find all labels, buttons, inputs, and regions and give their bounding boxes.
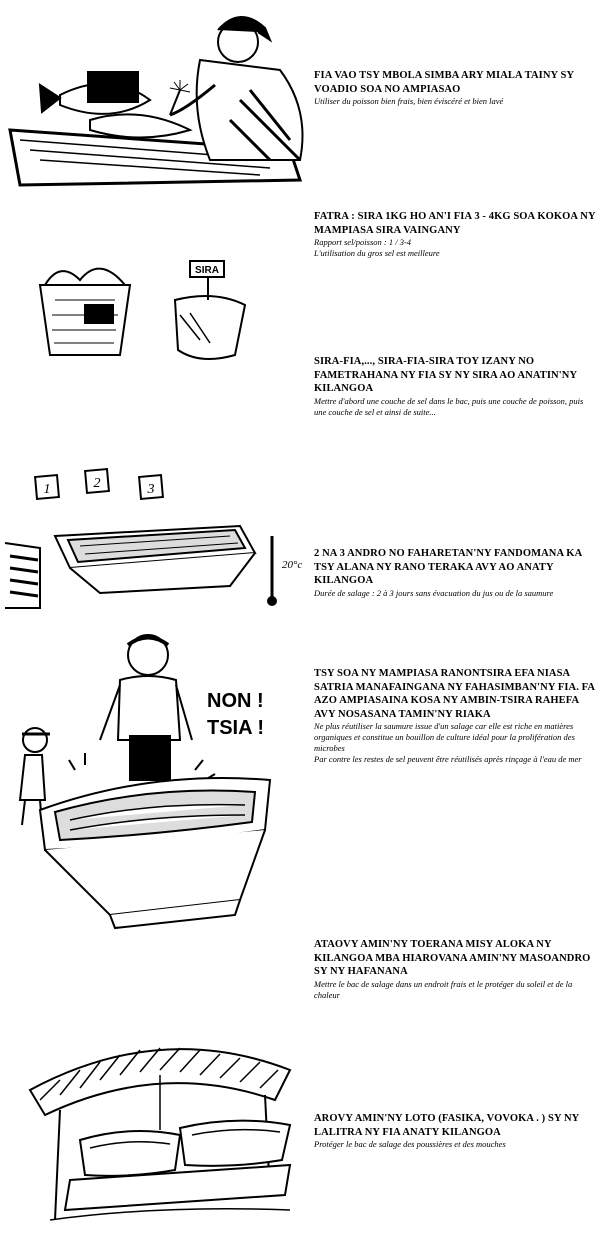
step-4-text	[314, 547, 596, 599]
step-2-french-note: L'utilisation du gros sel est meilleure	[314, 248, 440, 258]
warning-label	[207, 688, 264, 742]
step-1-french: Utiliser du poisson bien frais, bien éviscéré et bien lavé	[314, 96, 504, 106]
illustration-thatched-shelter	[20, 1020, 300, 1230]
step-6-malagasy: ATAOVY AMIN'NY TOERANA MISY ALOKA NY KILANGOA MBA HIAROVANA AMIN'NY MASOANDRO SY NY HAFANANA	[314, 939, 591, 977]
thermometer-label: 20°c	[282, 559, 303, 571]
step-3-text	[314, 355, 596, 418]
step-5-french-brine: Ne plus réutiliser la saumure issue d'un salage car elle est riche en matières organiques et constitue un bouillon de culture idéal pour la prolifération des microbes	[314, 721, 575, 753]
illustration-salting-tub	[0, 468, 312, 613]
layer-number-2: 2	[93, 476, 101, 491]
step-2-malagasy: FATRA : SIRA 1KG HO AN'I FIA 3 - 4KG SOA KOKOA NY MAMPIASA SIRA VAINGANY	[314, 211, 596, 236]
step-3-malagasy: SIRA-FIA,..., SIRA-FIA-SIRA TOY IZANY NO FAMETRAHANA NY FIA SY NY SIRA AO ANATIN'NY KILANGOA	[314, 356, 577, 394]
layer-number-1: 1	[43, 482, 51, 497]
step-5-malagasy: TSY SOA NY MAMPIASA RANONTSIRA EFA NIASA SATRIA MANAFAINGANA NY FAHASIMBAN'NY FIA. FA AZO AMPIASAINA KOSA NY AMBIN-TSIRA RAHEFA AVY NOSASANA TAMIN'NY RIAKA	[314, 668, 595, 720]
step-7-text	[314, 1112, 596, 1150]
step-4-french: Durée de salage : 2 à 3 jours sans évacuation du jus ou de la saumure	[314, 587, 554, 598]
salt-sign-label: SIRA	[195, 265, 219, 276]
step-7-malagasy: AROVY AMIN'NY LOTO (FASIKA, VOVOKA . ) SY NY LALITRA NY FIA ANATY KILANGOA	[314, 1113, 579, 1138]
step-3-french: Mettre d'abord une couche de sel dans le bac, puis une couche de poisson, puis une couche de sel et ainsi de suite...	[314, 395, 584, 417]
step-2-text	[314, 210, 596, 259]
step-5-text	[314, 667, 596, 765]
warning-line-1: NON !	[207, 690, 264, 712]
illustration-fish-cleaning	[0, 0, 312, 190]
layer-number-3: 3	[147, 482, 155, 497]
warning-line-2: TSIA !	[207, 717, 265, 739]
step-6-text	[314, 938, 596, 1001]
illustration-salt-sacks	[30, 255, 260, 365]
step-4-malagasy: 2 NA 3 ANDRO NO FAHARETAN'NY FANDOMANA KA TSY ALANA NY RANO TERAKA AVY AO ANATY KILANGOA	[314, 548, 582, 586]
step-5-french-salt: Par contre les restes de sel peuvent être réutilisés après rinçage à l'eau de mer	[314, 754, 582, 764]
step-1-text	[314, 69, 596, 107]
illustration-brine-warning	[0, 630, 312, 930]
step-7-french: Protéger le bac de salage des poussières et des mouches	[314, 1139, 506, 1149]
step-1-malagasy: FIA VAO TSY MBOLA SIMBA ARY MIALA TAINY SY VOADIO SOA NO AMPIASAO	[314, 70, 574, 95]
step-6-french: Mettre le bac de salage dans un endroit frais et le protéger du soleil et de la chaleur	[314, 978, 573, 1000]
step-2-french-ratio: Rapport sel/poisson : 1 / 3-4	[314, 237, 412, 247]
